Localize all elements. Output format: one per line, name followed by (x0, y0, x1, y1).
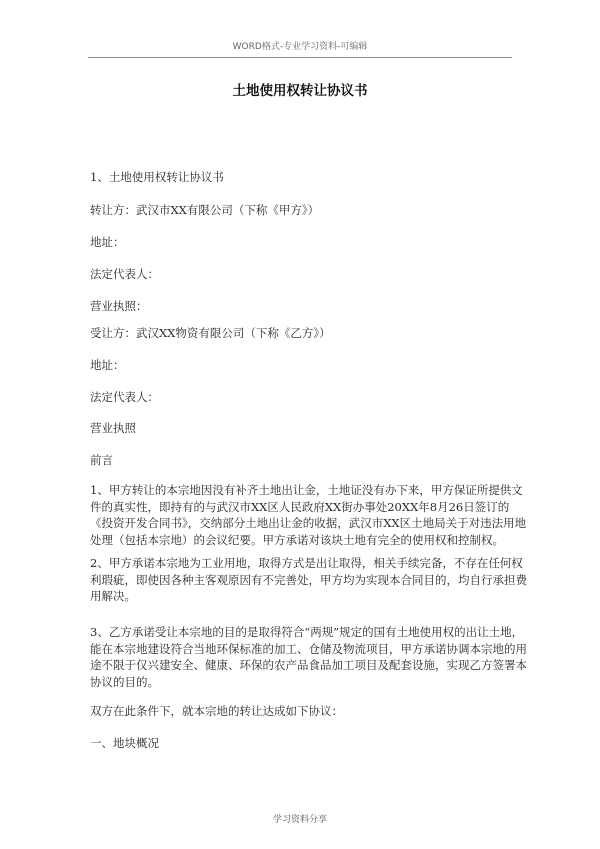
section-title: 1、土地使用权转让协议书 (90, 170, 224, 184)
paragraph-2-line: 用解决。 (90, 589, 136, 603)
paragraph-3 (90, 624, 527, 690)
paragraph-2-line: 利瑕疵，即使因各种主客观原因有不完善处，甲方均为实现本合同目的，均自行承担费 (90, 572, 527, 587)
paragraph-1-line: 《投资开发合同书》，交纳部分土地出让金的收据，武汉市XX区土地局关于对违法用地 (90, 516, 527, 530)
license-line-1: 营业执照： (90, 299, 148, 313)
section-one-heading: 一、地块概况 (90, 736, 159, 750)
paragraph-1-line: 1、甲方转让的本宗地因没有补齐土地出让金，土地证没有办下来，甲方保证所提供文 (90, 483, 523, 497)
paragraph-3-line: 3、乙方承诺受让本宗地的目的是取得符合“两规”规定的国有土地使用权的出让土地， (90, 625, 524, 639)
address-line-2: 地址： (90, 358, 125, 372)
legal-rep-line-1: 法定代表人： (90, 267, 159, 281)
paragraph-1-line: 件的真实性，即持有的与武汉市XX区人民政府XX街办事处20XX年8月26日签订的 (90, 499, 510, 514)
paragraph-2-line: 2、甲方承诺本宗地为工业用地，取得方式是出让取得，相关手续完备，不存在任何权 (90, 556, 523, 570)
page-header: WORD格式-专业学习资料-可编辑 (232, 42, 368, 52)
paragraph-3-line: 途不限于仅兴建安全、健康、环保的农产品食品加工项目及配套设施，实现乙方签署本 (90, 658, 527, 672)
license-line-2: 营业执照 (90, 421, 136, 435)
address-line-1: 地址： (90, 235, 125, 249)
preface-heading: 前言 (90, 453, 113, 467)
paragraph-2 (90, 555, 527, 605)
document-title: 土地使用权转让协议书 (232, 83, 368, 99)
transferor-line: 转让方：武汉市XX有限公司（下称《甲方》） (90, 203, 320, 217)
page-footer: 学习资料分享 (272, 815, 327, 825)
paragraph-1 (90, 482, 527, 548)
paragraph-1-line: 处理（包括本宗地）的会议纪要。甲方承诺对该块土地有完全的使用权和控制权。 (90, 532, 504, 547)
paragraph-3-line: 协议的目的。 (90, 674, 159, 689)
legal-rep-line-2: 法定代表人： (90, 390, 159, 404)
transferee-line: 受让方：武汉XX物资有限公司（下称《乙方》） (90, 326, 331, 340)
agreement-line: 双方在此条件下，就本宗地的转让达成如下协议： (90, 704, 343, 718)
paragraph-3-line: 能在本宗地建设符合当地环保标准的加工、仓储及物流项目，甲方承诺协调本宗地的用 (90, 641, 527, 656)
header-divider (88, 57, 512, 58)
